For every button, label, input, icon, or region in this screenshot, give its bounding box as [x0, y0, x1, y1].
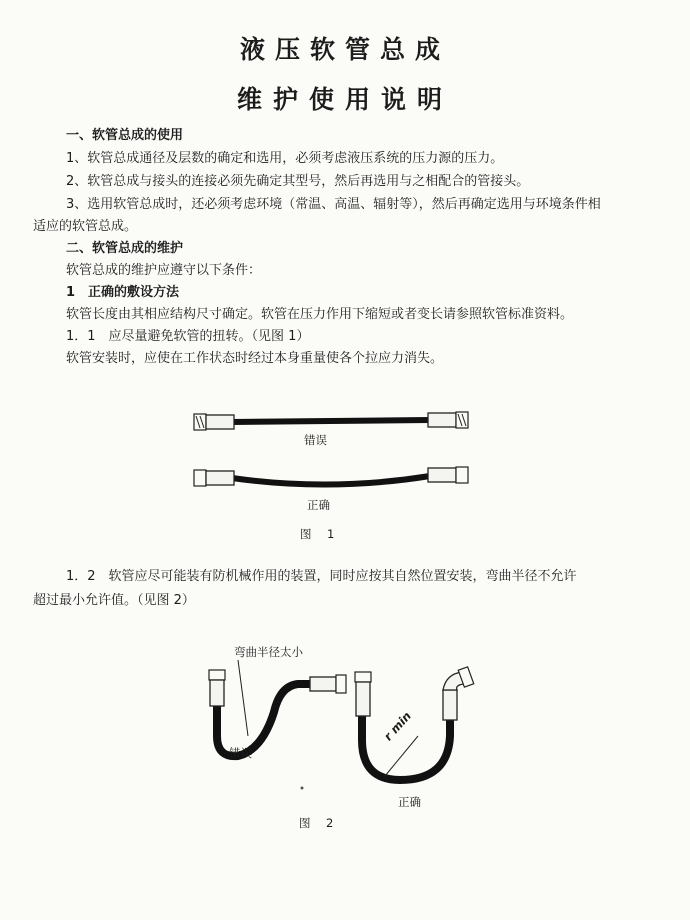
figure2-hose-wrong — [209, 660, 346, 756]
section1-item2: 2、软管总成与接头的连接必须先确定其型号，然后再选用与之相配合的管接头。 — [66, 174, 530, 189]
figure2-label-wrong: 错误 — [229, 746, 252, 760]
section1-item3-line1: 3、选用软管总成时，还必须考虑环境（常温、高温、辐射等），然后再确定选用与环境条件相 — [66, 197, 601, 212]
section2-intro: 软管总成的维护应遵守以下条件： — [66, 263, 262, 278]
figure1-caption: 图 1 — [300, 527, 337, 541]
title-line-1: 液压软管总成 — [239, 35, 450, 64]
figure1-hose-wrong — [194, 412, 468, 430]
section2-p11: 1．1 应尽量避免软管的扭转。（见图 1） — [66, 329, 310, 344]
section1-heading: 一、软管总成的使用 — [66, 128, 184, 143]
figure2-label-bend-too-small: 弯曲半径太小 — [234, 645, 303, 659]
section2-p11-text: 软管安装时，应使在工作状态时经过本身重量使各个拉应力消失。 — [66, 351, 444, 366]
figure2-hose-right — [355, 667, 474, 780]
section2-p12-line2: 超过最小允许值。（见图 2） — [33, 593, 195, 608]
figure1-label-right: 正确 — [307, 498, 330, 512]
title-line-2: 维护使用说明 — [236, 85, 453, 114]
figure2-label-rmin: r min — [381, 708, 415, 744]
figure1-hose-right — [194, 467, 468, 486]
section1-item3-line2: 适应的软管总成。 — [33, 219, 138, 234]
section1-item1: 1、软管总成通径及层数的确定和选用，必须考虑液压系统的压力源的压力。 — [66, 151, 504, 166]
section2-sub1-heading: 1 正确的敷设方法 — [66, 285, 180, 300]
figure1-label-wrong: 错误 — [304, 433, 327, 447]
figure1-drawing — [0, 400, 690, 500]
figure2-caption: 图 2 — [299, 816, 336, 830]
section2-sub1-text: 软管长度由其相应结构尺寸确定。软管在压力作用下缩短或者变长请参照软管标准资料。 — [66, 307, 574, 322]
figure2-drawing — [0, 640, 690, 810]
section2-heading: 二、软管总成的维护 — [66, 241, 184, 256]
figure2-label-right: 正确 — [398, 795, 421, 809]
section2-p12-line1: 1．2 软管应尽可能装有防机械作用的装置，同时应按其自然位置安装，弯曲半径不允许 — [66, 569, 577, 584]
